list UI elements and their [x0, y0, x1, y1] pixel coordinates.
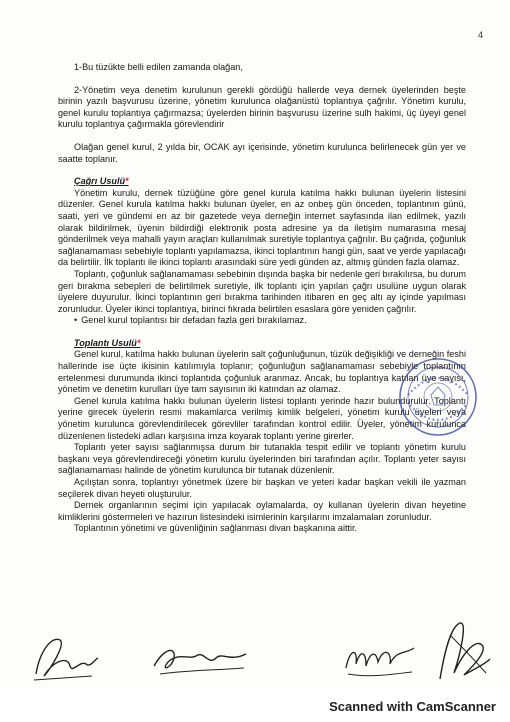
- paragraph-toplanti-3: Toplantı yeter sayısı sağlanmışsa durum bir tutanakla tespit edilir ve toplantı yönetim kurulu başkanı veya görevlendireceği yönetim kurulu üyelerinden biri tarafından açılır. Toplantı yeter sayısı sağlanamaması halinde de yönetim kurulunca bir tutanak düzenlenir.: [58, 442, 466, 476]
- heading-toplanti-text: Toplantı Usulü: [74, 337, 137, 348]
- scan-footer: [0, 690, 510, 722]
- document-body: [58, 48, 466, 535]
- required-asterisk: *: [136, 337, 141, 348]
- association-stamp-icon: [396, 355, 480, 439]
- section-heading-cagri: [58, 176, 466, 188]
- paragraph-toplanti-1: Genel kurul, katılma hakkı bulunan üyelerin salt çoğunluğunun, tüzük değişikliği ve derneğin feshi hallerinde ise üçte ikisinin katılımıyla toplanır; çoğunluğun sağlanamaması sebebiyle toplantının ertelenmesi durumunda ikinci toplantıda çoğunluk aranmaz. Ancak, bu toplantıya katılan üye sayısı, yönetim ve denetim kurulları üye tam sayısının iki katından az olamaz.: [58, 349, 466, 395]
- paragraph-toplanti-4: Açılıştan sonra, toplantıyı yönetmek üzere bir başkan ve yeteri kadar başkan vekili ile yazman seçilerek divan heyeti oluşturulur.: [58, 477, 466, 499]
- signature-1-icon: [30, 630, 102, 688]
- paragraph-cagri-2: Toplantı, çoğunluk sağlanamaması sebebinin dışında başka bir nedenle geri bırakılırsa, bu durum geri bırakma sebepleri de belirtilmek suretiyle, ilk toplantı için yapılan çağrı usulüne uygun olarak üyelere duyurulur. İkinci toplantının geri bırakma tarihinden itibaren en geç altı ay içinde yapılması zorunludur. Üyeler ikinci toplantıya, birinci fıkrada belirtilen esaslara göre yeniden çağrılır.: [58, 268, 466, 314]
- signature-4-icon: [430, 615, 494, 687]
- section-heading-toplanti: [58, 338, 466, 350]
- paragraph-cagri-3: • Genel kurul toplantısı bir defadan fazla geri bırakılamaz.: [58, 315, 466, 327]
- paragraph-3: Olağan genel kurul, 2 yılda bir, OCAK ayı içerisinde, yönetim kurulunca belirlenecek gün yer ve saatte toplanır.: [58, 141, 466, 164]
- required-asterisk: *: [125, 176, 129, 187]
- page-number: 4: [478, 30, 484, 40]
- paragraph-toplanti-2: Genel kurula katılma hakkı bulunan üyelerin listesi toplantı yerinde hazır bulundurulur. Toplantı yerine girecek üyelerin resmi makamlarca verilmiş kimlik belgeleri, yönetim kurulu üyeleri veya yönetim kurulunca görevlendirilecek görevliler tarafından kontrol edilir. Üyeler, yönetim kurulunca düzenlenen listedeki adları karşısına imza koyarak toplantı yerine girerler.: [58, 395, 466, 441]
- paragraph-cagri-1: Yönetim kurulu, dernek tüzüğüne göre genel kurula katılma hakkı bulunan üyelerin listesini düzenler. Genel kurula katılma hakkı bulunan üyeler, en az onbeş gün önceden, toplantının günü, saati, yeri ve gündemi en az bir gazetede veya derneğin internet sayfasında ilan edilmek, yazılı olarak bildirilmek, üyenin bildirdiği elektronik posta adresine ya da iletişim numarasına mesaj gönderilmek veya mahalli yayın araçları kullanılmak suretiyle toplantıya çağrılır. Bu çağrıda, çoğunluk sağlanamaması sebebiyle toplantı yapılamazsa, ikinci toplantının hangi gün, saat ve yerde yapılacağı da belirtilir. İlk toplantı ile ikinci toplantı arasındaki süre yedi günden az, altmış günden fazla olamaz.: [58, 187, 466, 268]
- paragraph-2: 2-Yönetim veya denetim kurulunun gerekli gördüğü hallerde veya dernek üyelerinden beşte birinin yazılı başvurusu üzerine, yönetim kurulunca olağanüstü toplantıya çağrılır. Yönetim kurulu, genel kurulu toplantıya çağırmazsa; üyelerden birinin başvurusu üzerine sulh hakimi, üç üyeyi genel kurulu toplantıya çağırmakla görevlendirir: [58, 84, 466, 130]
- paragraph-1: 1-Bu tüzükte belli edilen zamanda olağan,: [74, 62, 243, 72]
- paragraph-toplanti-5: Dernek organlarının seçimi için yapılacak oylamalarda, oy kullanan üyelerin divan heyetine kimliklerini göstermeleri ve hazırun listesindeki isimlerinin karşılarını imzalamaları zorunludur.: [58, 500, 466, 522]
- heading-cagri-text: Çağrı Usulü: [74, 176, 126, 187]
- paragraph-toplanti-6: Toplantının yönetimi ve güvenliğinin sağlanması divan başkanına aittir.: [74, 523, 358, 534]
- signature-2-icon: [150, 640, 250, 680]
- camscanner-watermark: Scanned with CamScanner: [329, 699, 496, 714]
- signature-3-icon: [340, 638, 420, 684]
